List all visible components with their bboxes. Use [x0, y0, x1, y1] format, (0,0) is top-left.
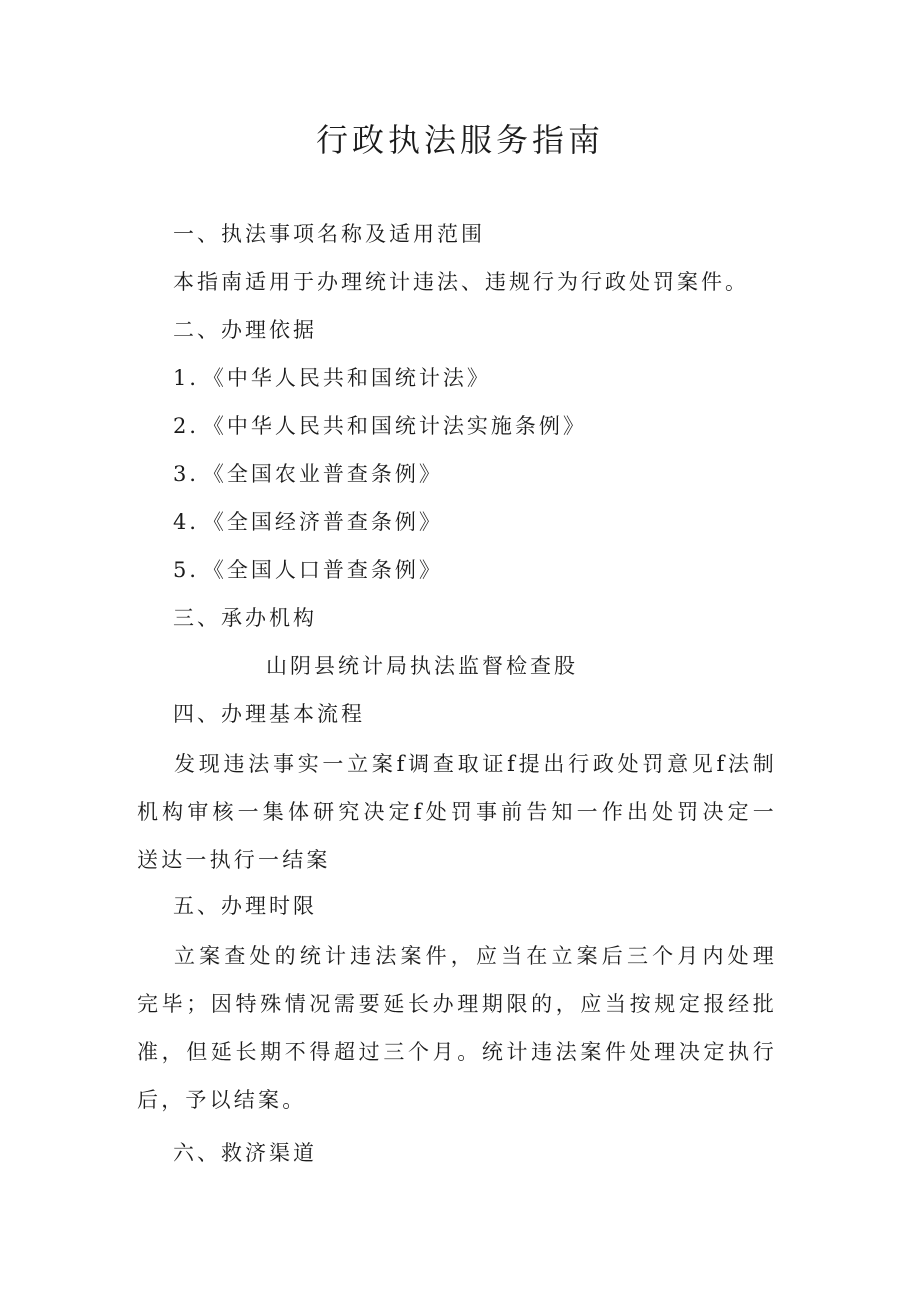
section3-body: 山阴县统计局执法监督检查股: [266, 654, 578, 678]
section6-heading: 六、救济渠道: [173, 1141, 317, 1165]
document-title: 行政执法服务指南: [315, 121, 604, 159]
section1-body: 本指南适用于办理统计违法、违规行为行政处罚案件。: [173, 270, 749, 294]
section3-heading: 三、承办机构: [173, 606, 317, 630]
legal-basis-item-1: 1．《中华人民共和国统计法》: [173, 366, 491, 390]
section5-body: 立案查处的统计违法案件，应当在立案后三个月内处理完毕；因特殊情况需要延长办理期限的，应当按规定报经批准，但延长期不得超过三个月。统计违法案件处理决定执行后，予以结案。: [137, 944, 777, 1112]
legal-basis-item-3: 3．《全国农业普查条例》: [173, 462, 443, 486]
legal-basis-item-5: 5．《全国人口普查条例》: [173, 558, 443, 582]
section2-heading: 二、办理依据: [173, 318, 317, 342]
section4-heading: 四、办理基本流程: [173, 702, 365, 726]
section4-body: 发现违法事实一立案f调查取证f提出行政处罚意见f法制机构审核一集体研究决定f处罚事前告知一作出处罚决定一送达一执行一结案: [137, 752, 777, 872]
section5-heading: 五、办理时限: [173, 894, 317, 918]
legal-basis-item-2: 2．《中华人民共和国统计法实施条例》: [173, 414, 587, 438]
legal-basis-item-4: 4．《全国经济普查条例》: [173, 510, 443, 534]
section1-heading: 一、执法事项名称及适用范围: [173, 222, 485, 246]
